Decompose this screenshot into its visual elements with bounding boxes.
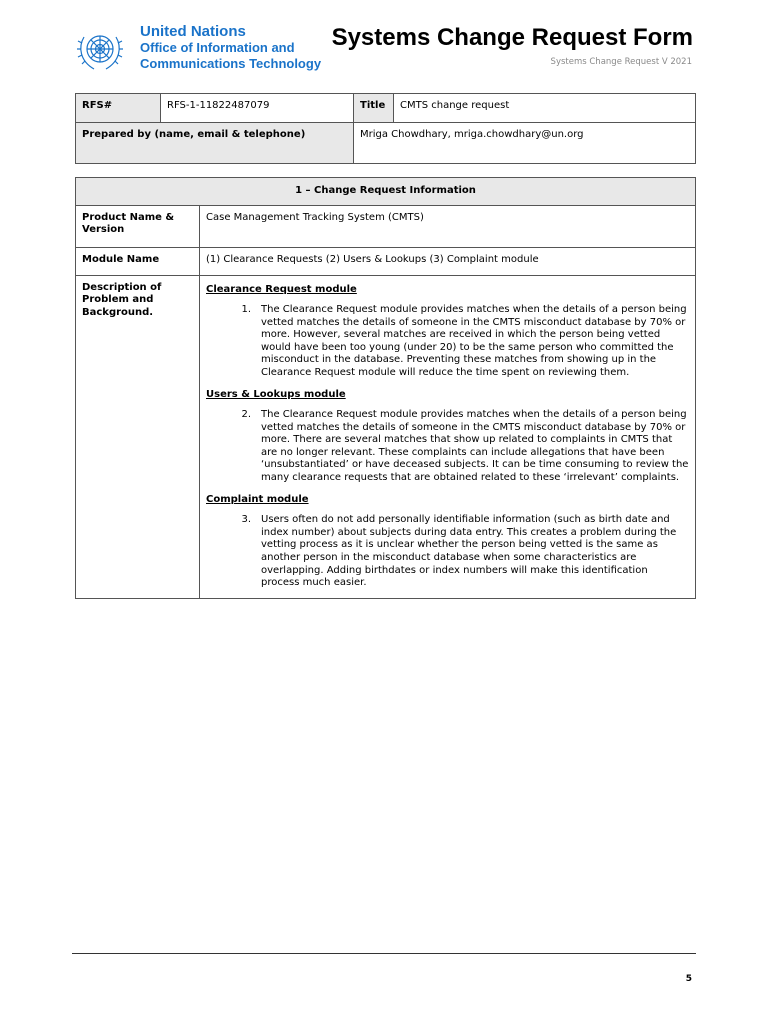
list-item: [206, 409, 689, 485]
title-value: CMTS change request: [394, 94, 696, 123]
document-version: Systems Change Request V 2021: [550, 57, 692, 67]
organization-name: [140, 24, 321, 72]
table-row: [76, 123, 696, 164]
rfs-value: RFS-1-11822487079: [161, 94, 354, 123]
item-text: The Clearance Request module provides matches when the details of a person being vetted matches the details of someone in the CMTS misconduct database by 70% or more. There are several matches that show up related to complaints in CMTS that are no longer relevant. These complaints can include allegations that have been ‘unsubstantiated’ or have deceased subjects. It can be time consuming to review the many clearance requests that are obtained related to these ‘irrelevant’ complaints.: [261, 409, 689, 484]
description-body: [200, 275, 696, 598]
change-request-table: [75, 177, 696, 599]
module-label: Module Name: [76, 247, 200, 275]
product-value: Case Management Tracking System (CMTS): [200, 205, 696, 247]
footer-divider: [72, 953, 696, 954]
product-label: Product Name & Version: [76, 205, 200, 247]
table-row: [76, 178, 696, 206]
item-text: The Clearance Request module provides matches when the details of a person being vetted matches the details of someone in the CMTS misconduct database by 70% or more. However, several matches are received in which the person being vetted would have been too young (under 20) to be the same person who committed the misconduct in the database. Preventing these matches from showing up in the Clearance Request module will reduce the time spent on reviewing them.: [261, 304, 687, 378]
rfs-label: RFS#: [76, 94, 161, 123]
module-value: (1) Clearance Requests (2) Users & Lookups (3) Complaint module: [200, 247, 696, 275]
list-item: [206, 304, 689, 380]
subsection-title: Clearance Request module: [206, 283, 357, 295]
prepared-by-label: Prepared by (name, email & telephone): [76, 123, 354, 164]
table-row: [76, 275, 696, 598]
item-text: Users often do not add personally identifiable information (such as birth date and index number) about subjects during data entry. This creates a problem during the vetting process as it is unclear whether the person being vetted is the same as another person in the misconduct database when some characteristics are overlapping. Adding birthdates or index numbers will make this identification process much easier.: [261, 514, 677, 589]
item-number: 3.: [241, 514, 251, 526]
table-row: [76, 247, 696, 275]
table-row: [76, 205, 696, 247]
table-row: [76, 94, 696, 123]
item-number: 2.: [241, 409, 251, 421]
section-heading: 1 – Change Request Information: [76, 178, 696, 206]
org-line-1: United Nations: [140, 23, 246, 40]
page-number: 5: [685, 974, 692, 984]
request-summary-table: [75, 93, 696, 164]
org-line-3: Communications Technology: [140, 56, 322, 71]
item-number: 1.: [241, 304, 251, 315]
subsection-title: Complaint module: [206, 493, 309, 505]
org-line-2: Office of Information and: [140, 40, 295, 55]
description-label: Description of Problem and Background.: [76, 275, 200, 598]
document-title: Systems Change Request Form: [331, 24, 693, 51]
subsection-title: Users & Lookups module: [206, 388, 346, 400]
title-label: Title: [354, 94, 394, 123]
document-header: [0, 0, 768, 90]
prepared-by-value: Mriga Chowdhary, mriga.chowdhary@un.org: [354, 123, 696, 164]
un-emblem-icon: [74, 27, 126, 73]
list-item: [206, 514, 689, 590]
